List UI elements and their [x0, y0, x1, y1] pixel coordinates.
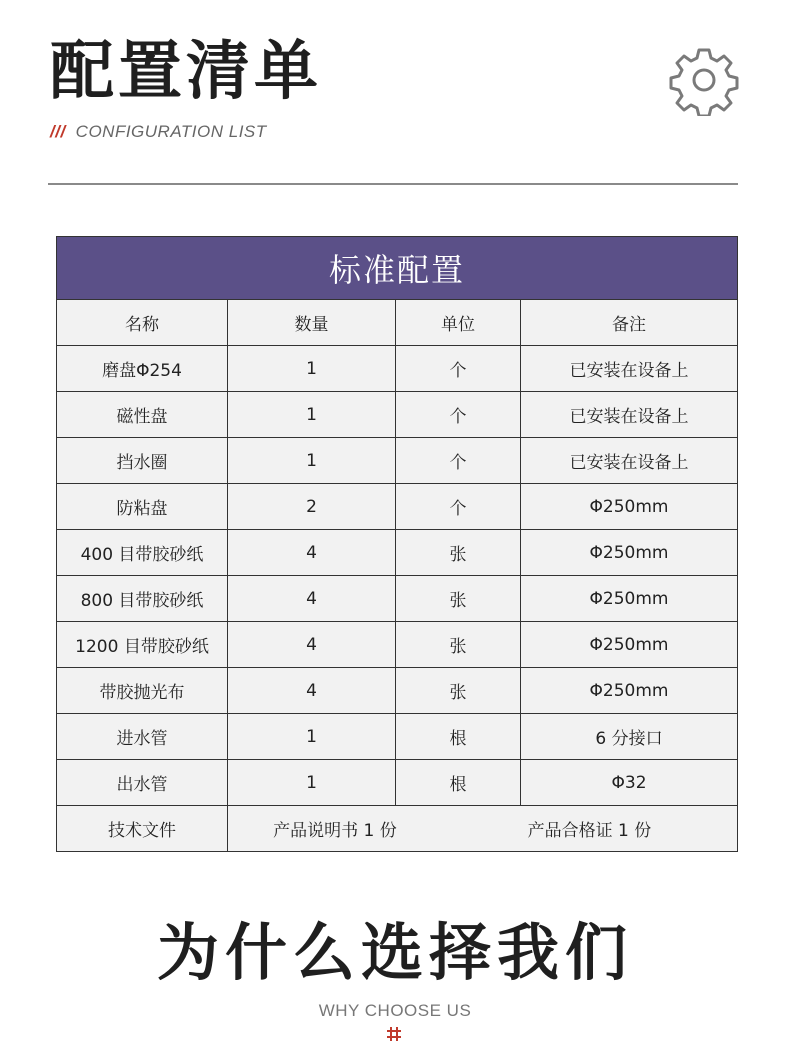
cell-unit: 张 [396, 668, 521, 714]
column-header-row [57, 300, 738, 346]
cell-name: 1200 目带胶砂纸 [57, 622, 228, 668]
cell-quantity: 4 [228, 576, 396, 622]
column-header-quantity: 数量 [228, 300, 396, 346]
cell-name: 进水管 [57, 714, 228, 760]
table-title: 标准配置 [57, 237, 738, 300]
section-title: 为什么选择我们 [156, 916, 633, 989]
configuration-table [56, 236, 737, 852]
page-subtitle [50, 122, 267, 142]
cell-quantity: 4 [228, 530, 396, 576]
docs-label: 技术文件 [57, 806, 228, 852]
subtitle-marks: /// [50, 122, 66, 141]
docs-certificate: 产品合格证 1 份 [527, 821, 652, 841]
cell-quantity: 1 [228, 346, 396, 392]
cell-unit: 张 [396, 530, 521, 576]
table-row [57, 668, 738, 714]
cell-note: 已安装在设备上 [521, 438, 738, 484]
docs-row [57, 806, 738, 852]
cell-note: Φ250mm [521, 530, 738, 576]
cell-name: 磨盘Φ254 [57, 346, 228, 392]
cell-note: Φ32 [521, 760, 738, 806]
cell-note: 已安装在设备上 [521, 392, 738, 438]
docs-manual: 产品说明书 1 份 [273, 821, 397, 841]
header-divider [48, 183, 738, 185]
cell-unit: 根 [396, 760, 521, 806]
cell-unit: 张 [396, 576, 521, 622]
cell-quantity: 2 [228, 484, 396, 530]
cell-name: 挡水圈 [57, 438, 228, 484]
cell-quantity: 1 [228, 760, 396, 806]
table-row [57, 576, 738, 622]
table-row [57, 484, 738, 530]
cell-note: Φ250mm [521, 484, 738, 530]
column-header-unit: 单位 [396, 300, 521, 346]
table-row [57, 530, 738, 576]
cell-note: 已安装在设备上 [521, 346, 738, 392]
cell-name: 400 目带胶砂纸 [57, 530, 228, 576]
table-row [57, 346, 738, 392]
column-header-note: 备注 [521, 300, 738, 346]
gear-icon [668, 44, 740, 116]
table-row [57, 438, 738, 484]
cell-name: 带胶抛光布 [57, 668, 228, 714]
subtitle-text: CONFIGURATION LIST [75, 122, 267, 141]
cell-note: 6 分接口 [521, 714, 738, 760]
cell-quantity: 4 [228, 668, 396, 714]
hash-icon [387, 1027, 401, 1041]
cell-quantity: 1 [228, 392, 396, 438]
cell-quantity: 4 [228, 622, 396, 668]
cell-unit: 个 [396, 484, 521, 530]
cell-note: Φ250mm [521, 622, 738, 668]
cell-name: 防粘盘 [57, 484, 228, 530]
cell-unit: 根 [396, 714, 521, 760]
cell-name: 800 目带胶砂纸 [57, 576, 228, 622]
cell-unit: 张 [396, 622, 521, 668]
cell-note: Φ250mm [521, 576, 738, 622]
cell-name: 出水管 [57, 760, 228, 806]
cell-unit: 个 [396, 346, 521, 392]
cell-quantity: 1 [228, 714, 396, 760]
cell-unit: 个 [396, 438, 521, 484]
section-subtitle: WHY CHOOSE US [318, 1001, 472, 1020]
table-row [57, 714, 738, 760]
cell-quantity: 1 [228, 438, 396, 484]
cell-note: Φ250mm [521, 668, 738, 714]
page-title: 配置清单 [50, 35, 322, 109]
column-header-name: 名称 [57, 300, 228, 346]
cell-unit: 个 [396, 392, 521, 438]
cell-name: 磁性盘 [57, 392, 228, 438]
table-row [57, 622, 738, 668]
table-row [57, 392, 738, 438]
table-row [57, 760, 738, 806]
